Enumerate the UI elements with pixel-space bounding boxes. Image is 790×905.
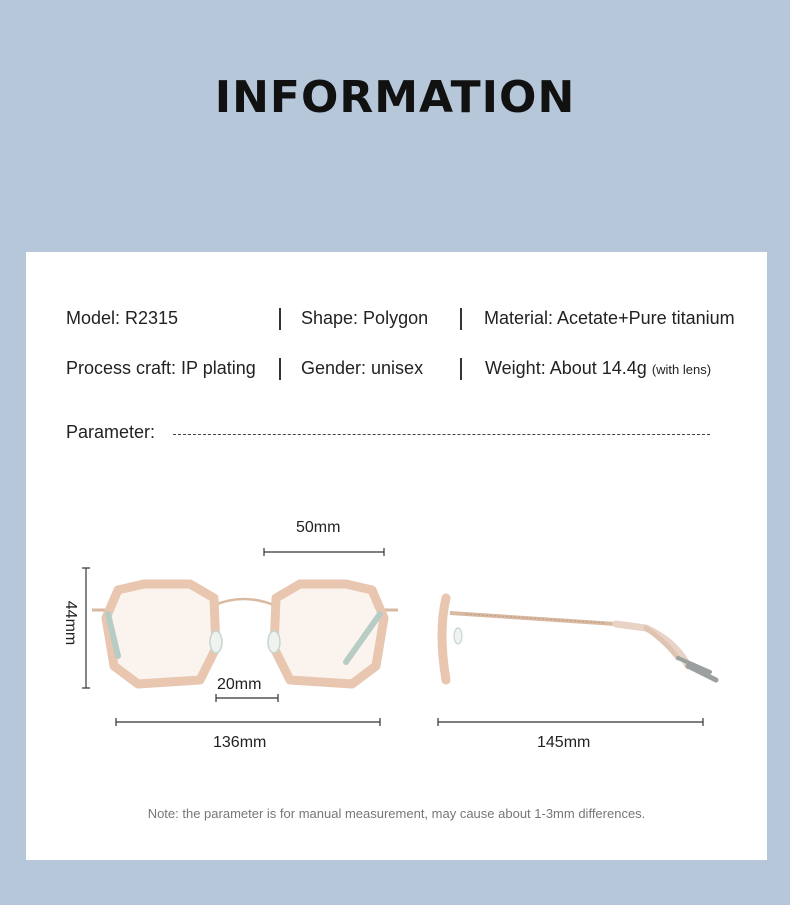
front-view-glasses [92,584,398,684]
spec-weight-note: (with lens) [651,362,712,377]
spec-material: Material: Acetate+Pure titanium [484,308,735,328]
glasses-illustration [26,252,767,860]
spec-shape: Shape: Polygon [301,308,429,328]
spec-model: Model: R2315 [66,308,179,328]
info-card [26,252,767,860]
lens-height-measure [82,568,90,688]
spec-gender: Gender: unisex [301,358,424,378]
temple-length-label: 145mm [537,734,591,751]
frame-width-measure [116,718,380,726]
lens-height-label: 44mm [62,600,80,646]
lens-width-measure [264,548,384,556]
page-title: INFORMATION [214,72,576,123]
spec-process: Process craft: IP plating [66,358,256,378]
frame-width-label: 136mm [213,734,267,751]
bridge-measure [216,694,278,702]
bridge-label: 20mm [217,676,262,693]
parameter-label: Parameter: [66,422,156,442]
measurement-note: Note: the parameter is for manual measurement, may cause about 1-3mm differences. [147,806,646,821]
spec-weight-value: Weight: About 14.4g [485,358,647,378]
lens-width-label: 50mm [296,519,341,536]
side-view-glasses [442,598,716,680]
temple-length-measure [438,718,703,726]
